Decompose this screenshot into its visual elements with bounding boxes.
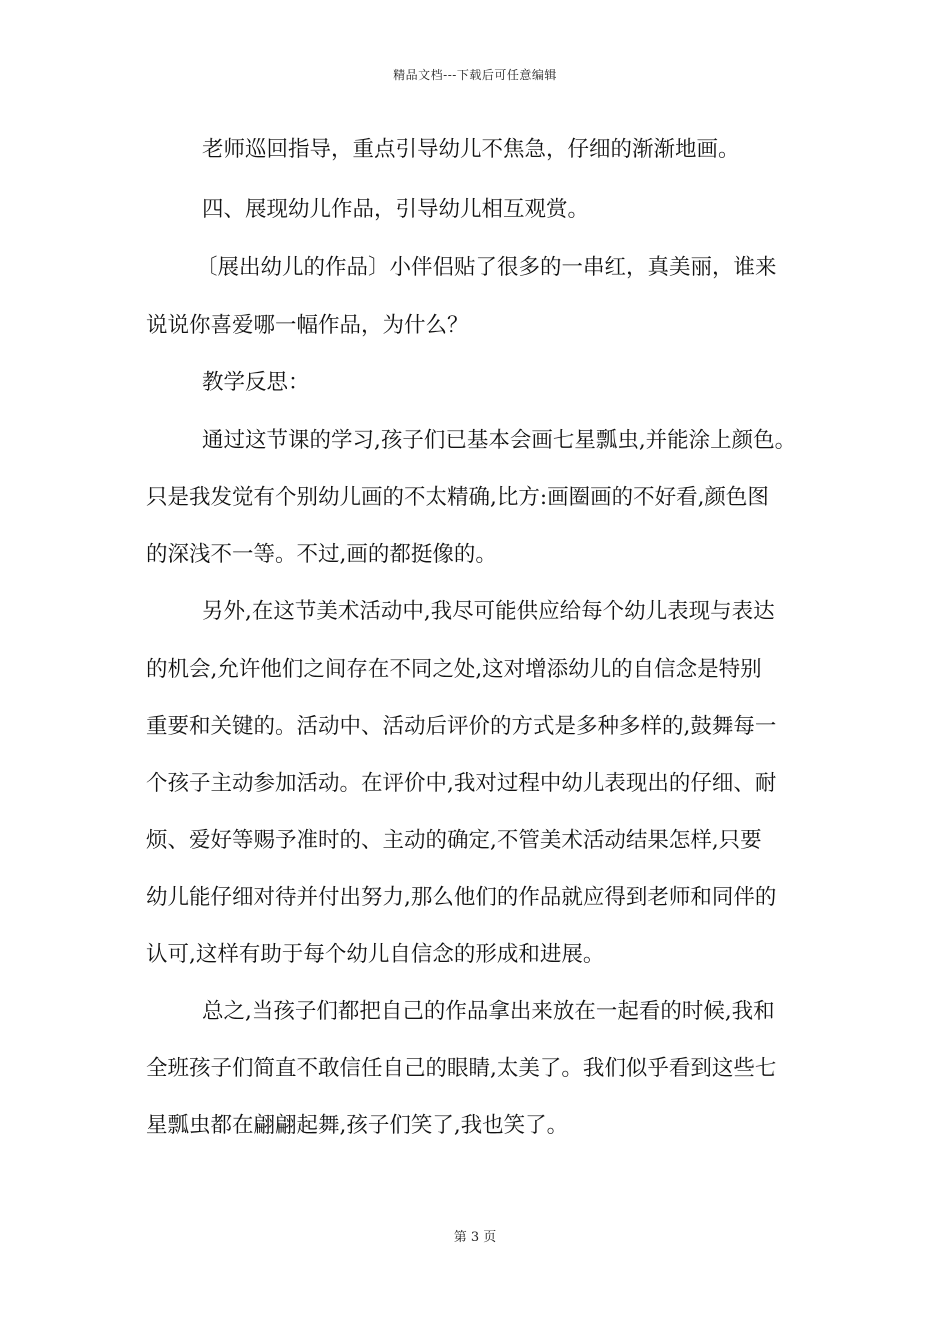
text-line: 重要和关键的。活动中、活动后评价的方式是多种多样的,鼓舞每一	[146, 714, 777, 739]
text-line: 说说你喜爱哪一幅作品，为什么？	[146, 313, 469, 338]
text-line: 星瓢虫都在翩翩起舞,孩子们笑了,我也笑了。	[146, 1113, 569, 1138]
text-line: 四、展现幼儿作品，引导幼儿相互观赏。	[202, 197, 590, 222]
text-line: 另外,在这节美术活动中,我尽可能供应给每个幼儿表现与表达	[202, 599, 775, 624]
page-number: 第 3 页	[453, 1230, 497, 1245]
text-line: 老师巡回指导，重点引导幼儿不焦急，仔细的渐渐地画。	[202, 137, 740, 162]
text-line: 的深浅不一等。不过,画的都挺像的。	[146, 542, 497, 567]
text-line: 〔展出幼儿的作品〕小伴侣贴了很多的一串红，真美丽，谁来	[196, 255, 777, 280]
text-line: 烦、爱好等赐予准时的、主动的确定,不管美术活动结果怎样,只要	[146, 828, 762, 853]
text-line: 幼儿能仔细对待并付出努力,那么他们的作品就应得到老师和同伴的	[146, 885, 777, 910]
text-line: 个孩子主动参加活动。在评价中,我对过程中幼儿表现出的仔细、耐	[146, 771, 777, 796]
text-line: 全班孩子们简直不敢信任自己的眼睛,太美了。我们似乎看到这些七	[146, 1056, 777, 1081]
text-line: 教学反思：	[202, 370, 310, 395]
text-line: 总之,当孩子们都把自己的作品拿出来放在一起看的时候,我和	[202, 999, 775, 1024]
text-line: 的机会,允许他们之间存在不同之处,这对增添幼儿的自信念是特别	[146, 657, 762, 682]
text-line: 认可,这样有助于每个幼儿自信念的形成和进展。	[146, 942, 605, 967]
page-header: 精品文档---下载后可任意编辑	[393, 68, 557, 82]
text-line: 只是我发觉有个别幼儿画的不太精确,比方:画圈画的不好看,颜色图	[146, 485, 769, 510]
text-line: 通过这节课的学习,孩子们已基本会画七星瓢虫,并能涂上颜色。	[202, 428, 797, 453]
